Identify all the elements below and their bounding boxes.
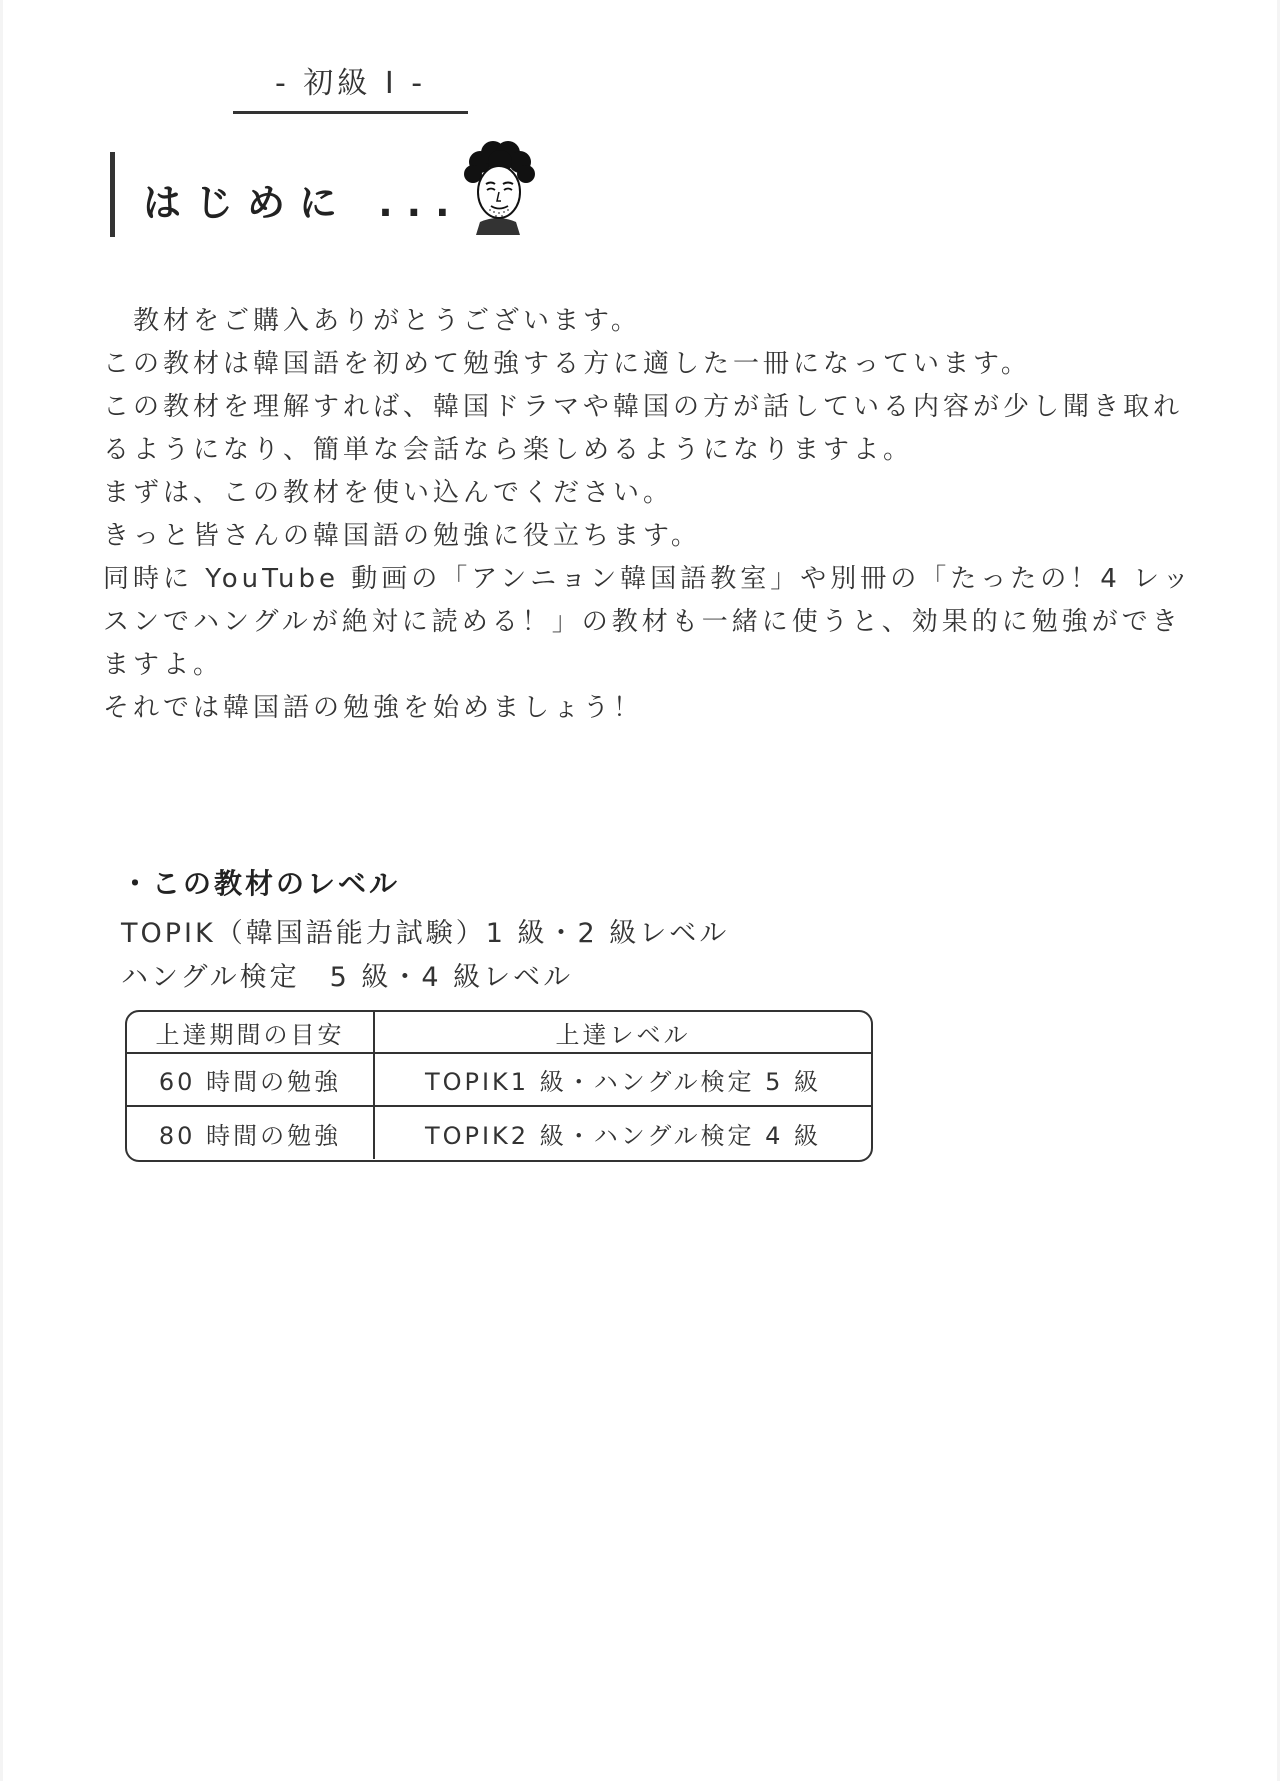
intro-paragraph: この教材を理解すれば、韓国ドラマや韓国の方が話している内容が少し聞き取れるようになり、簡単な会話なら楽しめるようになりますよ。 bbox=[103, 392, 1184, 465]
table-cell: TOPIK2 級・ハングル検定 4 級 bbox=[424, 1121, 822, 1150]
table-header-cell: 上達期間の目安 bbox=[127, 1012, 375, 1052]
intro-paragraph: 同時に YouTube 動画の「アンニョン韓国語教室」や別冊の「たったの！4 レッスンでハングルが絶対に読める！」の教材も一緒に使うと、効果的に勉強ができますよ。 bbox=[103, 564, 1193, 680]
intro-text bbox=[103, 300, 1193, 730]
table-cell: 60 時間の勉強 bbox=[127, 1054, 375, 1105]
table-row bbox=[127, 1054, 871, 1107]
level-hangul-line: ハングル検定 5 級・4 級レベル bbox=[121, 962, 574, 993]
level-topik-line: TOPIK（韓国語能力試験）1 級・2 級レベル bbox=[121, 918, 730, 949]
heading-accent-bar bbox=[110, 152, 115, 237]
intro-paragraph: きっと皆さんの韓国語の勉強に役立ちます。 bbox=[103, 521, 701, 551]
level-table bbox=[125, 1010, 873, 1162]
page-title: はじめに ... bbox=[143, 181, 464, 225]
table-cell: TOPIK1 級・ハングル検定 5 級 bbox=[424, 1068, 822, 1096]
table-cell: 80 時間の勉強 bbox=[127, 1107, 375, 1159]
table-row bbox=[127, 1107, 871, 1159]
level-section-title: ・この教材のレベル bbox=[121, 867, 401, 900]
avatar-icon bbox=[458, 140, 538, 235]
page bbox=[3, 0, 1277, 1781]
table-header-row bbox=[127, 1012, 871, 1054]
intro-paragraph: 教材をご購入ありがとうございます。 bbox=[133, 306, 641, 336]
table-header-cell: 上達レベル bbox=[555, 1020, 691, 1049]
intro-paragraph: この教材は韓国語を初めて勉強する方に適した一冊になっています。 bbox=[103, 349, 1031, 379]
intro-paragraph: それでは韓国語の勉強を始めましょう！ bbox=[103, 693, 644, 723]
section-label: - 初級 I - bbox=[274, 66, 427, 101]
intro-paragraph: まずは、この教材を使い込んでください。 bbox=[103, 478, 674, 508]
section-underline bbox=[233, 111, 468, 114]
